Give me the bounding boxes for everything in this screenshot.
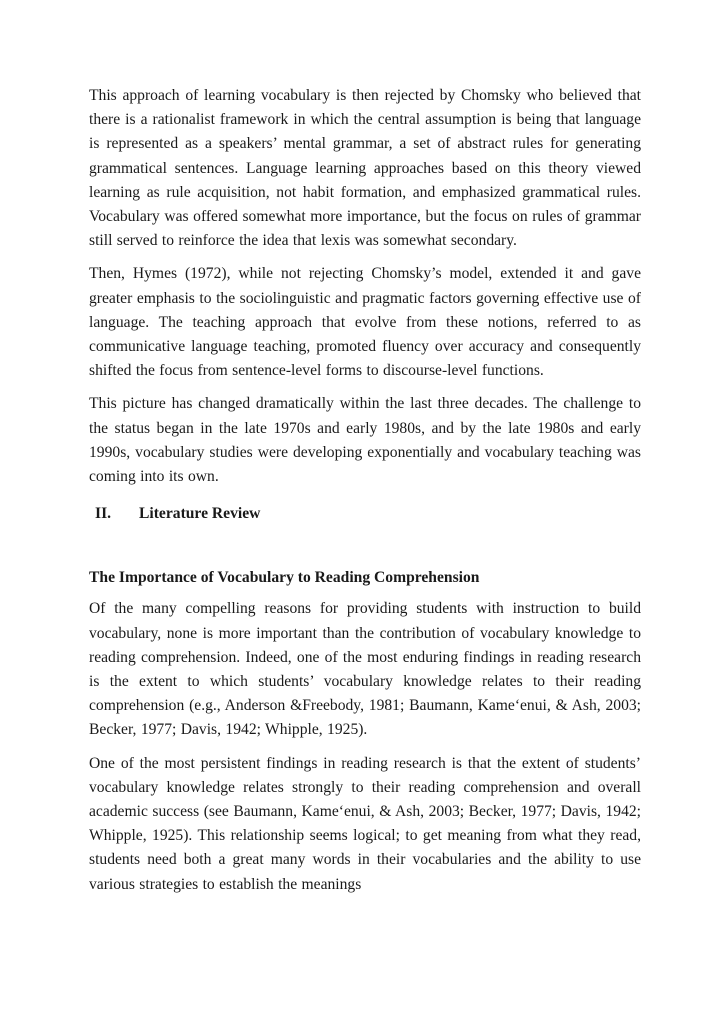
section-number: II. <box>95 505 112 523</box>
subsection-heading: The Importance of Vocabulary to Reading Comprehension <box>89 569 480 587</box>
section-title: Literature Review <box>139 505 261 523</box>
paragraph-recent-decades: This picture has changed dramatically within the last three decades. The challenge to the status began in the late 1970s and early 1980s, and by the late 1980s and early 1990s, vocabulary studies were developing exponentially and vocabulary teaching was coming into its own. <box>89 395 641 486</box>
paragraph-chomsky: This approach of learning vocabulary is then rejected by Chomsky who believed that there is a rationalist framework in which the central assumption is being that language is represented as a speakers’ mental grammar, a set of abstract rules for generating grammatical sentences. Language learning approaches based on this theory viewed learning as rule acquisition, not habit formation, and emphasized grammatical rules. Vocabulary was offered somewhat more importance, but the focus on rules of grammar still served to reinforce the idea that lexis was somewhat secondary. <box>89 87 641 250</box>
paragraph-persistent-findings: One of the most persistent findings in reading research is that the extent of students’ vocabulary knowledge relates strongly to their reading comprehension and overall academic success (see Baumann, Kame‘enui, & Ash, 2003; Becker, 1977; Davis, 1942; Whipple, 1925). This relationship seems logical; to get meaning from what they read, students need both a great many words in their vocabularies and the ability to use various strategies to establish the meanings <box>89 754 641 893</box>
section-heading <box>89 502 641 526</box>
paragraph-compelling-reasons: Of the many compelling reasons for providing students with instruction to build vocabulary, none is more important than the contribution of vocabulary knowledge to reading comprehension. Indeed, one of the most enduring findings in reading research is the extent to which students’ vocabulary knowledge relates to their reading comprehension (e.g., Anderson &Freebody, 1981; Baumann, Kame‘enui, & Ash, 2003; Becker, 1977; Davis, 1942; Whipple, 1925). <box>89 600 641 739</box>
document-body <box>89 84 641 906</box>
paragraph-hymes: Then, Hymes (1972), while not rejecting Chomsky’s model, extended it and gave greater emphasis to the sociolinguistic and pragmatic factors governing effective use of language. The teaching approach that evolve from these notions, referred to as communicative language teaching, promoted fluency over accuracy and consequently shifted the focus from sentence-level forms to discourse-level functions. <box>89 265 641 380</box>
